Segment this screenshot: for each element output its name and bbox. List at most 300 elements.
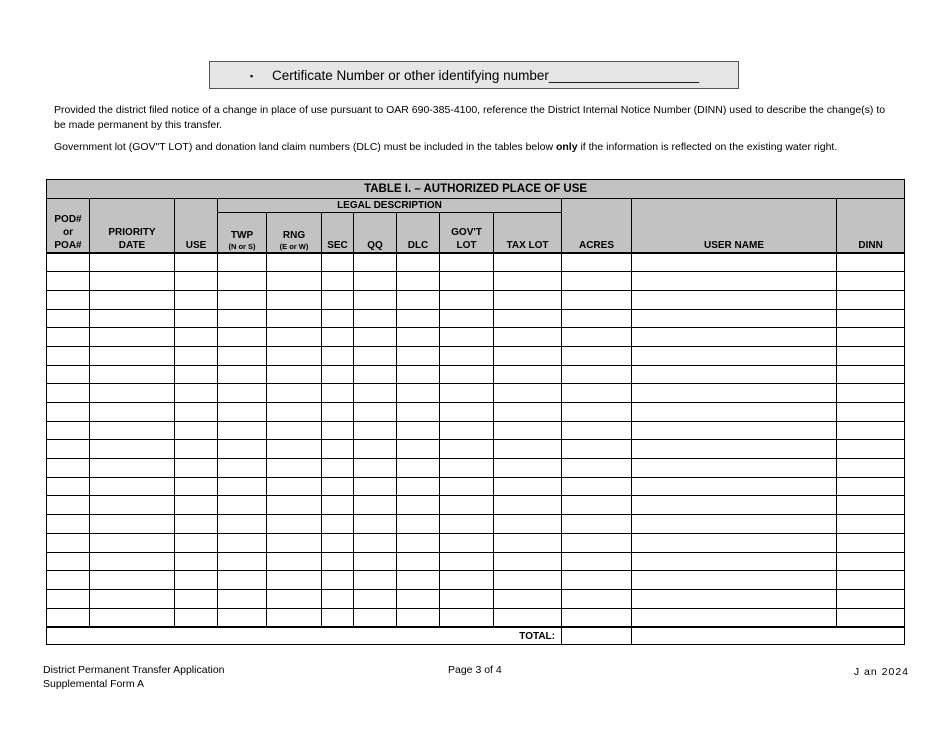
table-cell[interactable] bbox=[47, 608, 90, 627]
table-row bbox=[47, 309, 905, 328]
table-cell[interactable] bbox=[440, 496, 494, 515]
table-row bbox=[47, 272, 905, 291]
table-cell[interactable] bbox=[440, 515, 494, 534]
table-row bbox=[47, 421, 905, 440]
table-cell[interactable] bbox=[47, 253, 90, 272]
table-cell[interactable] bbox=[322, 253, 354, 272]
table-cell[interactable] bbox=[837, 309, 905, 328]
table-cell[interactable] bbox=[837, 571, 905, 590]
table-cell[interactable] bbox=[440, 552, 494, 571]
table-cell[interactable] bbox=[218, 571, 267, 590]
table-cell[interactable] bbox=[494, 552, 562, 571]
table-cell[interactable] bbox=[90, 309, 175, 328]
table-cell[interactable] bbox=[837, 440, 905, 459]
table-cell[interactable] bbox=[837, 421, 905, 440]
table-cell[interactable] bbox=[632, 459, 837, 478]
table-cell[interactable] bbox=[354, 328, 397, 347]
table-cell[interactable] bbox=[837, 608, 905, 627]
table-cell[interactable] bbox=[494, 403, 562, 422]
table-cell[interactable] bbox=[90, 533, 175, 552]
table-cell[interactable] bbox=[175, 365, 218, 384]
table-row bbox=[47, 515, 905, 534]
table-cell[interactable] bbox=[354, 272, 397, 291]
table-cell[interactable] bbox=[494, 496, 562, 515]
table-cell[interactable] bbox=[175, 515, 218, 534]
table-cell[interactable] bbox=[354, 496, 397, 515]
table-cell[interactable] bbox=[494, 253, 562, 272]
table-cell[interactable] bbox=[397, 384, 440, 403]
table-cell[interactable] bbox=[354, 459, 397, 478]
table-cell[interactable] bbox=[397, 589, 440, 608]
table-cell[interactable] bbox=[267, 328, 322, 347]
table-cell[interactable] bbox=[632, 403, 837, 422]
table-cell[interactable] bbox=[267, 608, 322, 627]
table-cell[interactable] bbox=[440, 365, 494, 384]
table-cell[interactable] bbox=[562, 477, 632, 496]
col-use: USE bbox=[175, 199, 218, 253]
table-cell[interactable] bbox=[837, 459, 905, 478]
table-cell[interactable] bbox=[562, 309, 632, 328]
table-cell[interactable] bbox=[47, 459, 90, 478]
table-cell[interactable] bbox=[218, 328, 267, 347]
col-priority-date: PRIORITY DATE bbox=[90, 199, 175, 253]
table-cell[interactable] bbox=[632, 384, 837, 403]
table-cell[interactable] bbox=[354, 571, 397, 590]
table-cell[interactable] bbox=[47, 421, 90, 440]
table-row bbox=[47, 384, 905, 403]
table-cell[interactable] bbox=[267, 290, 322, 309]
table-cell[interactable] bbox=[354, 346, 397, 365]
table-cell[interactable] bbox=[218, 515, 267, 534]
table-cell[interactable] bbox=[562, 589, 632, 608]
table-cell[interactable] bbox=[322, 533, 354, 552]
table-cell[interactable] bbox=[218, 533, 267, 552]
table-cell[interactable] bbox=[175, 533, 218, 552]
table-cell[interactable] bbox=[562, 440, 632, 459]
table-row bbox=[47, 365, 905, 384]
table-cell[interactable] bbox=[90, 403, 175, 422]
table-cell[interactable] bbox=[397, 309, 440, 328]
table-cell[interactable] bbox=[267, 384, 322, 403]
table-cell[interactable] bbox=[354, 477, 397, 496]
table-cell[interactable] bbox=[175, 384, 218, 403]
table-row bbox=[47, 552, 905, 571]
table-row bbox=[47, 459, 905, 478]
table-cell[interactable] bbox=[494, 346, 562, 365]
col-rng: RNG (E or W) bbox=[267, 213, 322, 253]
col-pod-poa: POD# or POA# bbox=[47, 199, 90, 253]
table-cell[interactable] bbox=[397, 328, 440, 347]
table-cell[interactable] bbox=[562, 496, 632, 515]
table-cell[interactable] bbox=[218, 477, 267, 496]
certificate-number-label[interactable]: Certificate Number or other identifying number____________________ bbox=[272, 68, 700, 83]
table-cell[interactable] bbox=[267, 421, 322, 440]
table-cell[interactable] bbox=[47, 589, 90, 608]
table-cell[interactable] bbox=[267, 459, 322, 478]
col-qq: QQ bbox=[354, 213, 397, 253]
table-cell[interactable] bbox=[440, 253, 494, 272]
table-cell[interactable] bbox=[440, 309, 494, 328]
footer-page-number: Page 3 of 4 bbox=[448, 664, 502, 676]
table-cell[interactable] bbox=[354, 552, 397, 571]
table-cell[interactable] bbox=[562, 272, 632, 291]
table-cell[interactable] bbox=[267, 515, 322, 534]
table-cell[interactable] bbox=[90, 253, 175, 272]
table-cell[interactable] bbox=[267, 533, 322, 552]
table-cell[interactable] bbox=[354, 533, 397, 552]
total-label: TOTAL: bbox=[47, 627, 562, 645]
table-cell[interactable] bbox=[90, 515, 175, 534]
table-cell[interactable] bbox=[47, 403, 90, 422]
table-cell[interactable] bbox=[218, 496, 267, 515]
table-cell[interactable] bbox=[440, 533, 494, 552]
table-cell[interactable] bbox=[440, 571, 494, 590]
table-cell[interactable] bbox=[632, 552, 837, 571]
table-cell[interactable] bbox=[632, 496, 837, 515]
authorized-place-of-use-table bbox=[46, 179, 905, 645]
table-cell[interactable] bbox=[562, 421, 632, 440]
table-cell[interactable] bbox=[218, 290, 267, 309]
table-cell[interactable] bbox=[562, 571, 632, 590]
table-cell[interactable] bbox=[267, 365, 322, 384]
table-cell[interactable] bbox=[90, 589, 175, 608]
table-cell[interactable] bbox=[175, 403, 218, 422]
table-cell[interactable] bbox=[175, 346, 218, 365]
table-cell[interactable] bbox=[440, 272, 494, 291]
table-cell[interactable] bbox=[354, 421, 397, 440]
table-cell[interactable] bbox=[837, 365, 905, 384]
table-cell[interactable] bbox=[562, 328, 632, 347]
table-cell[interactable] bbox=[837, 533, 905, 552]
table-cell[interactable] bbox=[175, 552, 218, 571]
table-cell[interactable] bbox=[397, 496, 440, 515]
table-cell[interactable] bbox=[562, 384, 632, 403]
table-cell[interactable] bbox=[322, 496, 354, 515]
table-cell[interactable] bbox=[218, 253, 267, 272]
table-cell[interactable] bbox=[632, 589, 837, 608]
table-cell[interactable] bbox=[397, 477, 440, 496]
col-tax-lot: TAX LOT bbox=[494, 213, 562, 253]
table-cell[interactable] bbox=[322, 365, 354, 384]
table-cell[interactable] bbox=[354, 589, 397, 608]
table-cell[interactable] bbox=[47, 496, 90, 515]
table-cell[interactable] bbox=[90, 571, 175, 590]
table-cell[interactable] bbox=[267, 552, 322, 571]
table-cell[interactable] bbox=[440, 421, 494, 440]
table-cell[interactable] bbox=[218, 272, 267, 291]
table-cell[interactable] bbox=[397, 253, 440, 272]
table-cell[interactable] bbox=[440, 608, 494, 627]
table-cell[interactable] bbox=[218, 421, 267, 440]
table-cell[interactable] bbox=[90, 290, 175, 309]
table-cell[interactable] bbox=[397, 571, 440, 590]
col-dlc: DLC bbox=[397, 213, 440, 253]
table-cell[interactable] bbox=[354, 403, 397, 422]
table-cell[interactable] bbox=[175, 608, 218, 627]
table-cell[interactable] bbox=[90, 346, 175, 365]
table-cell[interactable] bbox=[632, 608, 837, 627]
table-cell[interactable] bbox=[632, 328, 837, 347]
table-cell[interactable] bbox=[494, 365, 562, 384]
table-cell[interactable] bbox=[494, 309, 562, 328]
table-cell[interactable] bbox=[440, 477, 494, 496]
table-cell[interactable] bbox=[47, 346, 90, 365]
table-cell[interactable] bbox=[632, 290, 837, 309]
table-cell[interactable] bbox=[440, 403, 494, 422]
table-cell[interactable] bbox=[322, 608, 354, 627]
table-cell[interactable] bbox=[175, 571, 218, 590]
table-cell[interactable] bbox=[267, 272, 322, 291]
table-cell[interactable] bbox=[354, 515, 397, 534]
table-cell[interactable] bbox=[562, 346, 632, 365]
table-cell[interactable] bbox=[354, 365, 397, 384]
table-cell[interactable] bbox=[440, 346, 494, 365]
table-cell[interactable] bbox=[562, 459, 632, 478]
table-title: TABLE I. – AUTHORIZED PLACE OF USE bbox=[47, 180, 905, 199]
table-cell[interactable] bbox=[175, 253, 218, 272]
legal-description-header: LEGAL DESCRIPTION bbox=[218, 199, 562, 213]
govlot-instructions: Government lot (GOV"T LOT) and donation land claim numbers (DLC) must be included in the tables below only if the information is reflected on the existing water right. bbox=[54, 141, 838, 153]
table-cell[interactable] bbox=[837, 346, 905, 365]
table-cell[interactable] bbox=[175, 459, 218, 478]
table-cell[interactable] bbox=[837, 496, 905, 515]
table-cell[interactable] bbox=[632, 346, 837, 365]
table-cell[interactable] bbox=[837, 552, 905, 571]
table-cell[interactable] bbox=[322, 459, 354, 478]
table-cell[interactable] bbox=[47, 440, 90, 459]
table-cell[interactable] bbox=[47, 571, 90, 590]
table-cell[interactable] bbox=[47, 552, 90, 571]
table-cell[interactable] bbox=[397, 421, 440, 440]
table-cell[interactable] bbox=[562, 253, 632, 272]
col-dinn: DINN bbox=[837, 199, 905, 253]
table-cell[interactable] bbox=[175, 421, 218, 440]
table-cell[interactable] bbox=[397, 552, 440, 571]
table-cell[interactable] bbox=[397, 346, 440, 365]
col-sec: SEC bbox=[322, 213, 354, 253]
table-cell[interactable] bbox=[322, 309, 354, 328]
table-cell[interactable] bbox=[354, 253, 397, 272]
table-cell[interactable] bbox=[218, 403, 267, 422]
table-cell[interactable] bbox=[562, 608, 632, 627]
table-cell[interactable] bbox=[397, 365, 440, 384]
table-cell[interactable] bbox=[494, 459, 562, 478]
table-cell[interactable] bbox=[632, 272, 837, 291]
table-cell[interactable] bbox=[397, 440, 440, 459]
table-cell[interactable] bbox=[397, 272, 440, 291]
table-cell[interactable] bbox=[218, 346, 267, 365]
table-cell[interactable] bbox=[354, 309, 397, 328]
table-cell[interactable] bbox=[218, 608, 267, 627]
table-cell[interactable] bbox=[218, 459, 267, 478]
table-cell[interactable] bbox=[494, 440, 562, 459]
table-row bbox=[47, 253, 905, 272]
table-cell[interactable] bbox=[322, 589, 354, 608]
table-cell[interactable] bbox=[440, 440, 494, 459]
table-cell[interactable] bbox=[175, 272, 218, 291]
table-cell[interactable] bbox=[267, 571, 322, 590]
table-cell[interactable] bbox=[397, 515, 440, 534]
table-cell[interactable] bbox=[90, 552, 175, 571]
table-cell[interactable] bbox=[494, 515, 562, 534]
table-cell[interactable] bbox=[837, 477, 905, 496]
table-cell[interactable] bbox=[322, 403, 354, 422]
table-cell[interactable] bbox=[175, 496, 218, 515]
table-cell[interactable] bbox=[90, 384, 175, 403]
table-cell[interactable] bbox=[322, 440, 354, 459]
table-cell[interactable] bbox=[494, 477, 562, 496]
dinn-instructions: Provided the district filed notice of a change in place of use pursuant to OAR 690-385-4100, reference the District Internal Notice Number (DINN) used to describe the change(s) to be made permanent by this transfer. bbox=[54, 104, 886, 131]
table-cell[interactable] bbox=[562, 515, 632, 534]
table-row bbox=[47, 290, 905, 309]
table-cell[interactable] bbox=[47, 365, 90, 384]
table-cell[interactable] bbox=[322, 384, 354, 403]
table-cell[interactable] bbox=[494, 571, 562, 590]
table-cell[interactable] bbox=[837, 272, 905, 291]
table-cell[interactable] bbox=[322, 515, 354, 534]
table-cell[interactable] bbox=[90, 328, 175, 347]
table-cell[interactable] bbox=[322, 328, 354, 347]
table-cell[interactable] bbox=[354, 608, 397, 627]
table-cell[interactable] bbox=[837, 253, 905, 272]
table-cell[interactable] bbox=[322, 290, 354, 309]
table-cell[interactable] bbox=[562, 533, 632, 552]
table-cell[interactable] bbox=[440, 290, 494, 309]
table-cell[interactable] bbox=[494, 328, 562, 347]
table-cell[interactable] bbox=[440, 384, 494, 403]
table-cell[interactable] bbox=[267, 589, 322, 608]
table-cell[interactable] bbox=[837, 515, 905, 534]
table-row bbox=[47, 346, 905, 365]
table-row bbox=[47, 589, 905, 608]
table-cell[interactable] bbox=[267, 253, 322, 272]
table-cell[interactable] bbox=[837, 403, 905, 422]
table-cell[interactable] bbox=[47, 290, 90, 309]
table-cell[interactable] bbox=[837, 290, 905, 309]
table-cell[interactable] bbox=[354, 290, 397, 309]
table-cell[interactable] bbox=[397, 533, 440, 552]
table-cell[interactable] bbox=[90, 440, 175, 459]
table-cell[interactable] bbox=[267, 477, 322, 496]
total-acres-cell[interactable] bbox=[562, 627, 632, 645]
table-cell[interactable] bbox=[175, 440, 218, 459]
table-cell[interactable] bbox=[175, 589, 218, 608]
table-cell[interactable] bbox=[397, 290, 440, 309]
table-cell[interactable] bbox=[397, 608, 440, 627]
table-cell[interactable] bbox=[322, 571, 354, 590]
bullet-icon: ▪ bbox=[250, 71, 254, 81]
table-cell[interactable] bbox=[90, 272, 175, 291]
table-cell[interactable] bbox=[494, 421, 562, 440]
table-cell[interactable] bbox=[47, 477, 90, 496]
table-cell[interactable] bbox=[397, 403, 440, 422]
table-cell[interactable] bbox=[632, 421, 837, 440]
table-cell[interactable] bbox=[494, 384, 562, 403]
table-row bbox=[47, 571, 905, 590]
table-cell[interactable] bbox=[397, 459, 440, 478]
table-cell[interactable] bbox=[218, 309, 267, 328]
table-cell[interactable] bbox=[837, 328, 905, 347]
table-cell[interactable] bbox=[175, 290, 218, 309]
footer-form-title: District Permanent Transfer Application Supplemental Form A bbox=[43, 664, 225, 690]
table-cell[interactable] bbox=[494, 272, 562, 291]
table-cell[interactable] bbox=[47, 533, 90, 552]
table-cell[interactable] bbox=[90, 477, 175, 496]
table-cell[interactable] bbox=[47, 309, 90, 328]
table-cell[interactable] bbox=[218, 384, 267, 403]
table-cell[interactable] bbox=[90, 496, 175, 515]
table-cell[interactable] bbox=[322, 346, 354, 365]
col-user-name: USER NAME bbox=[632, 199, 837, 253]
col-acres: ACRES bbox=[562, 199, 632, 253]
table-cell[interactable] bbox=[494, 290, 562, 309]
table-cell[interactable] bbox=[47, 272, 90, 291]
table-cell[interactable] bbox=[562, 290, 632, 309]
table-cell[interactable] bbox=[218, 552, 267, 571]
table-cell[interactable] bbox=[90, 459, 175, 478]
table-cell[interactable] bbox=[632, 533, 837, 552]
table-row bbox=[47, 440, 905, 459]
col-govt-lot: GOV'T LOT bbox=[440, 213, 494, 253]
table-cell[interactable] bbox=[267, 346, 322, 365]
table-cell[interactable] bbox=[440, 328, 494, 347]
table-cell[interactable] bbox=[494, 533, 562, 552]
table-row bbox=[47, 328, 905, 347]
table-cell[interactable] bbox=[267, 403, 322, 422]
table-row bbox=[47, 477, 905, 496]
table-cell[interactable] bbox=[47, 328, 90, 347]
table-cell[interactable] bbox=[632, 253, 837, 272]
table-cell[interactable] bbox=[354, 440, 397, 459]
table-row bbox=[47, 403, 905, 422]
table-cell[interactable] bbox=[562, 365, 632, 384]
table-cell[interactable] bbox=[267, 440, 322, 459]
table-cell[interactable] bbox=[562, 403, 632, 422]
table-cell[interactable] bbox=[47, 515, 90, 534]
table-cell[interactable] bbox=[322, 552, 354, 571]
table-cell[interactable] bbox=[632, 477, 837, 496]
table-cell[interactable] bbox=[837, 589, 905, 608]
table-cell[interactable] bbox=[322, 477, 354, 496]
table-cell[interactable] bbox=[440, 589, 494, 608]
table-cell[interactable] bbox=[267, 309, 322, 328]
table-cell[interactable] bbox=[175, 309, 218, 328]
table-cell[interactable] bbox=[218, 440, 267, 459]
table-cell[interactable] bbox=[494, 589, 562, 608]
table-cell[interactable] bbox=[90, 421, 175, 440]
table-cell[interactable] bbox=[175, 477, 218, 496]
table-cell[interactable] bbox=[90, 608, 175, 627]
table-cell[interactable] bbox=[47, 384, 90, 403]
table-cell[interactable] bbox=[322, 272, 354, 291]
table-cell[interactable] bbox=[632, 309, 837, 328]
table-cell[interactable] bbox=[837, 384, 905, 403]
table-cell[interactable] bbox=[632, 440, 837, 459]
table-cell[interactable] bbox=[494, 608, 562, 627]
table-cell[interactable] bbox=[267, 496, 322, 515]
table-cell[interactable] bbox=[440, 459, 494, 478]
table-cell[interactable] bbox=[354, 384, 397, 403]
table-cell[interactable] bbox=[632, 515, 837, 534]
table-cell[interactable] bbox=[322, 421, 354, 440]
table-cell[interactable] bbox=[632, 365, 837, 384]
table-cell[interactable] bbox=[218, 589, 267, 608]
table-cell[interactable] bbox=[218, 365, 267, 384]
table-cell[interactable] bbox=[175, 328, 218, 347]
table-cell[interactable] bbox=[90, 365, 175, 384]
table-cell[interactable] bbox=[562, 552, 632, 571]
table-cell[interactable] bbox=[632, 571, 837, 590]
